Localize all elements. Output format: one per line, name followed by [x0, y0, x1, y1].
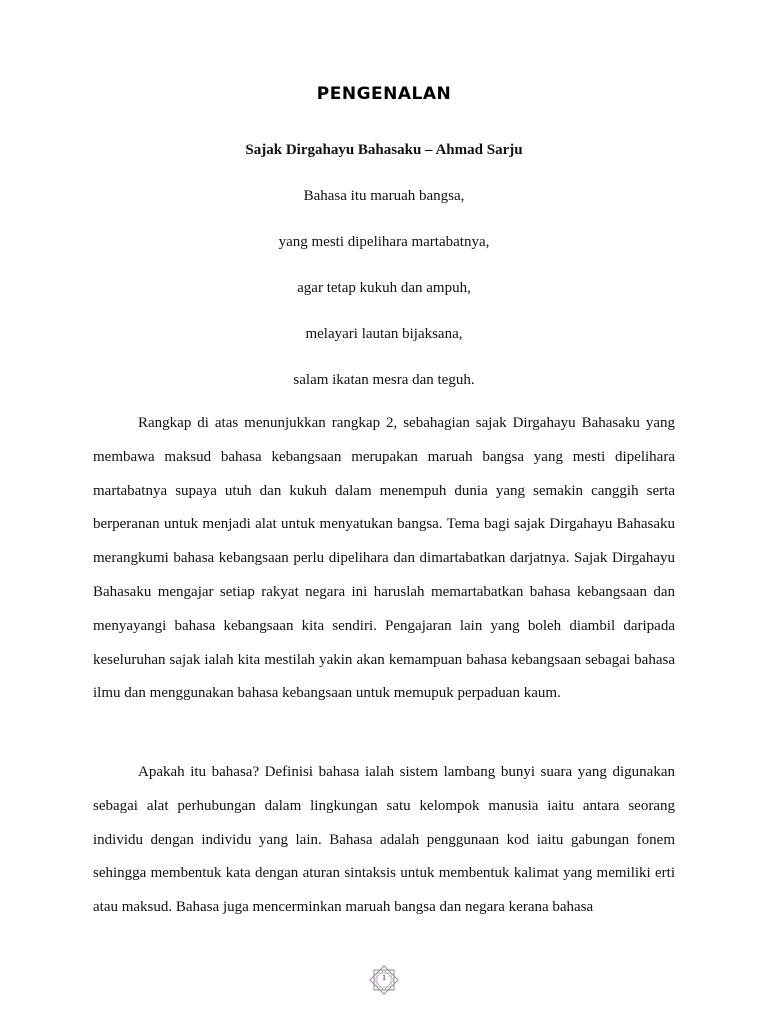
poem-line: melayari lautan bijaksana, — [305, 326, 463, 342]
poem-line: Bahasa itu maruah bangsa, — [303, 188, 465, 204]
poem-stanza — [0, 185, 768, 415]
body-paragraph: Apakah itu bahasa? Definisi bahasa ialah sistem lambang bunyi suara yang digunakan sebagai alat perhubungan dalam lingkungan satu kelompok manusia iaitu antara seorang individu dengan individu yang lain. Bahasa adalah penggunaan kod iaitu gabungan fonem sehingga membentuk kata dengan aturan sintaksis untuk membentuk kalimat yang memiliki erti atau maksud. Bahasa juga mencerminkan maruah bangsa dan negara kerana bahasa — [93, 764, 675, 916]
poem-line: agar tetap kukuh dan ampuh, — [297, 280, 471, 296]
page-heading: PENGENALAN — [316, 84, 452, 104]
page-footer — [367, 963, 401, 997]
body-paragraph: Rangkap di atas menunjukkan rangkap 2, sebahagian sajak Dirgahayu Bahasaku yang membawa maksud bahasa kebangsaan merupakan maruah bangsa yang mesti dipelihara martabatnya supaya utuh dan kukuh dalam menempuh dunia yang semakin canggih serta berperanan untuk menjadi alat untuk menyatukan bangsa. Tema bagi sajak Dirgahayu Bahasaku merangkumi bahasa kebangsaan perlu dipelihara dan dimartabatkan darjatnya. Sajak Dirgahayu Bahasaku mengajar setiap rakyat negara ini haruslah memartabatkan bahasa kebangsaan dan menyayangi bahasa kebangsaan kita sendiri. Pengajaran lain yang boleh diambil daripada keseluruhan sajak ialah kita mestilah yakin akan kemampuan bahasa kebangsaan sebagai bahasa ilmu dan menggunakan bahasa kebangsaan untuk memupuk perpaduan kaum. — [93, 415, 675, 702]
poem-line: salam ikatan mesra dan teguh. — [293, 372, 475, 388]
poem-line: yang mesti dipelihara martabatnya, — [278, 234, 490, 250]
page-number: 1 — [382, 973, 386, 982]
poem-title: Sajak Dirgahayu Bahasaku – Ahmad Sarju — [245, 142, 523, 158]
